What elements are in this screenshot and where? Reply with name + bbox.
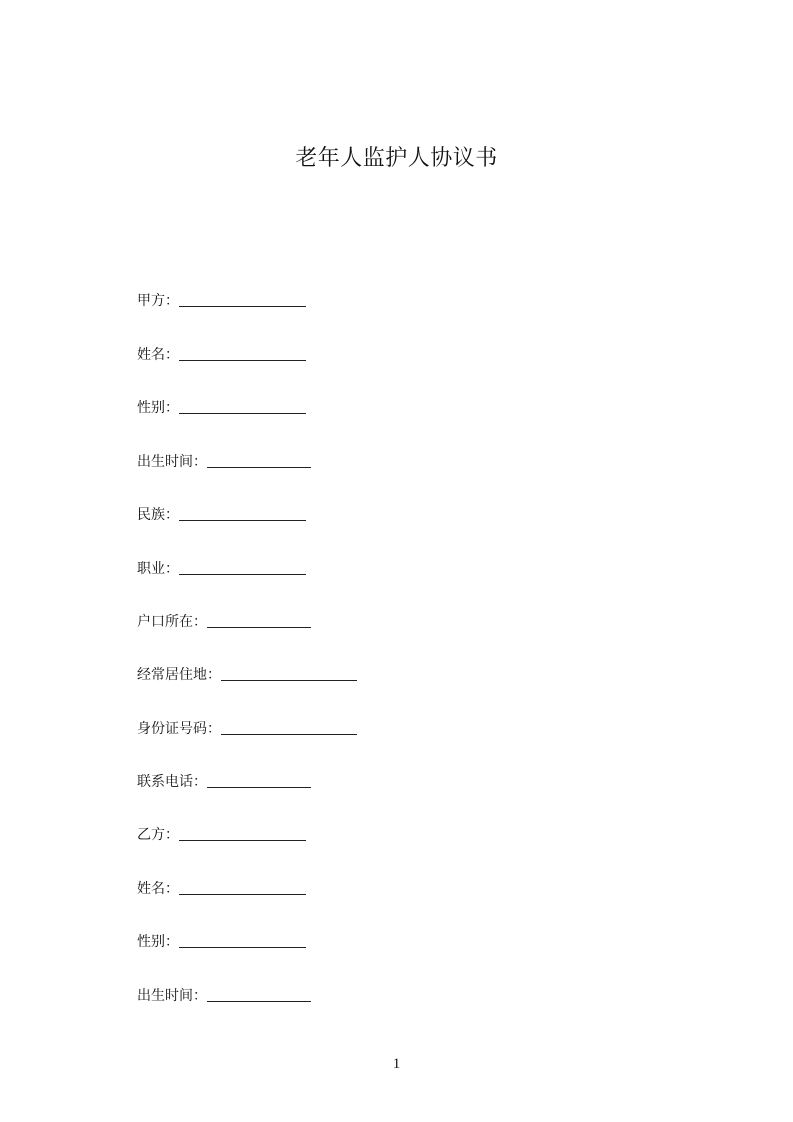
field-gender-b (137, 931, 306, 953)
field-occupation-a (137, 558, 306, 580)
field-label: 甲方： (137, 293, 179, 309)
blank-line[interactable] (179, 558, 306, 575)
blank-line[interactable] (179, 397, 306, 414)
field-party-b (137, 824, 306, 846)
field-phone-a (137, 771, 311, 793)
field-birth-time-b (137, 985, 311, 1007)
blank-line[interactable] (207, 611, 311, 628)
blank-line[interactable] (179, 824, 306, 841)
field-label: 联系电话： (137, 774, 207, 790)
blank-line[interactable] (207, 771, 311, 788)
blank-line[interactable] (179, 504, 306, 521)
field-ethnicity-a (137, 504, 306, 526)
field-label: 经常居住地： (137, 667, 221, 683)
blank-line[interactable] (221, 664, 357, 681)
field-label: 出生时间： (137, 988, 207, 1004)
blank-line[interactable] (179, 344, 306, 361)
field-id-number-a (137, 718, 357, 740)
blank-line[interactable] (207, 985, 311, 1002)
field-gender-a (137, 397, 306, 419)
blank-line[interactable] (221, 718, 357, 735)
field-label: 性别： (137, 934, 179, 950)
blank-line[interactable] (179, 878, 306, 895)
blank-line[interactable] (179, 290, 306, 307)
field-label: 性别： (137, 400, 179, 416)
page-number: 1 (392, 1056, 401, 1072)
field-label: 职业： (137, 561, 179, 577)
field-label: 户口所在： (137, 614, 207, 630)
field-label: 姓名： (137, 881, 179, 897)
field-birth-time-a (137, 451, 311, 473)
field-label: 身份证号码： (137, 721, 221, 737)
field-label: 姓名： (137, 347, 179, 363)
field-label: 出生时间： (137, 454, 207, 470)
field-residence-a (137, 664, 357, 686)
blank-line[interactable] (207, 451, 311, 468)
field-name-b (137, 878, 306, 900)
blank-line[interactable] (179, 931, 306, 948)
document-title: 老年人监护人协议书 (295, 146, 498, 171)
field-label: 民族： (137, 507, 179, 523)
field-name-a (137, 344, 306, 366)
field-label: 乙方： (137, 827, 179, 843)
field-party-a (137, 290, 306, 312)
field-household-registration-a (137, 611, 311, 633)
